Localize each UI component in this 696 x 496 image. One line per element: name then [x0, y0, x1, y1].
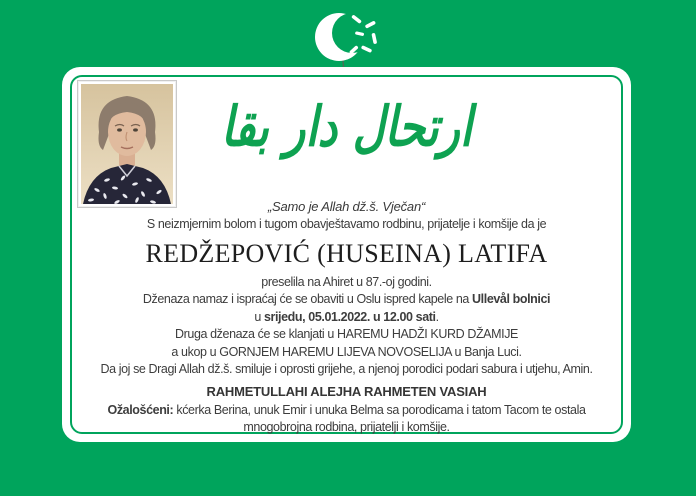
- date-line: [74, 309, 619, 327]
- burial-line: a ukop u GORNJEM HAREMU LIJEVA NOVOSELIJA u Banja Luci.: [171, 344, 522, 359]
- deceased-name: REDŽEPOVIĆ (HUSEINA) LATIFA: [145, 238, 548, 268]
- second-funeral-line: Druga dženaza će se klanjati u HAREMU HADŽI KURD DŽAMIJE: [175, 327, 518, 341]
- date-line-bold: srijedu, 05.01.2022. u 12.00 sati: [263, 309, 436, 324]
- funeral-line: [74, 291, 619, 309]
- mourners-names: kćerka Berina, unuk Emir i unuka Belma sa porodicama i tatom Tacom te ostala: [173, 402, 586, 417]
- prayer-line: Da joj se Dragi Allah dž.š. smiluje i oprosti grijehe, a njenoj porodici podari sabura i utjehu, Amin.: [100, 362, 593, 376]
- date-line-suffix: .: [435, 309, 439, 324]
- mourners-label: Ožalošćeni:: [107, 402, 174, 417]
- obituary-text-block: [74, 197, 619, 436]
- mourners-line-1: [74, 402, 619, 419]
- intro-line: S neizmjernim bolom i tugom obavještavamo rodbinu, prijatelje i komšije da je: [146, 217, 547, 231]
- quote-line: „Samo je Allah dž.š. Vječan“: [267, 199, 426, 214]
- crescent-star-icon: [303, 4, 393, 68]
- obituary-card: [62, 67, 631, 442]
- mourners-line-2: mnogobrojna rodbina, prijatelji i komšije.: [243, 419, 450, 434]
- funeral-line-text: Dženaza namaz i ispraćaj će se obaviti u Oslu ispred kapele na: [142, 292, 473, 306]
- date-line-prefix: u: [254, 309, 264, 324]
- funeral-location-bold: Ullevål bolnici: [472, 292, 551, 306]
- rahmet-line: RAHMETULLAHI ALEJHA RAHMETEN VASIAH: [206, 383, 487, 399]
- age-line: preselila na Ahiret u 87.-oj godini.: [261, 274, 432, 289]
- arabic-calligraphy: ارتحال دار بقا: [220, 95, 473, 160]
